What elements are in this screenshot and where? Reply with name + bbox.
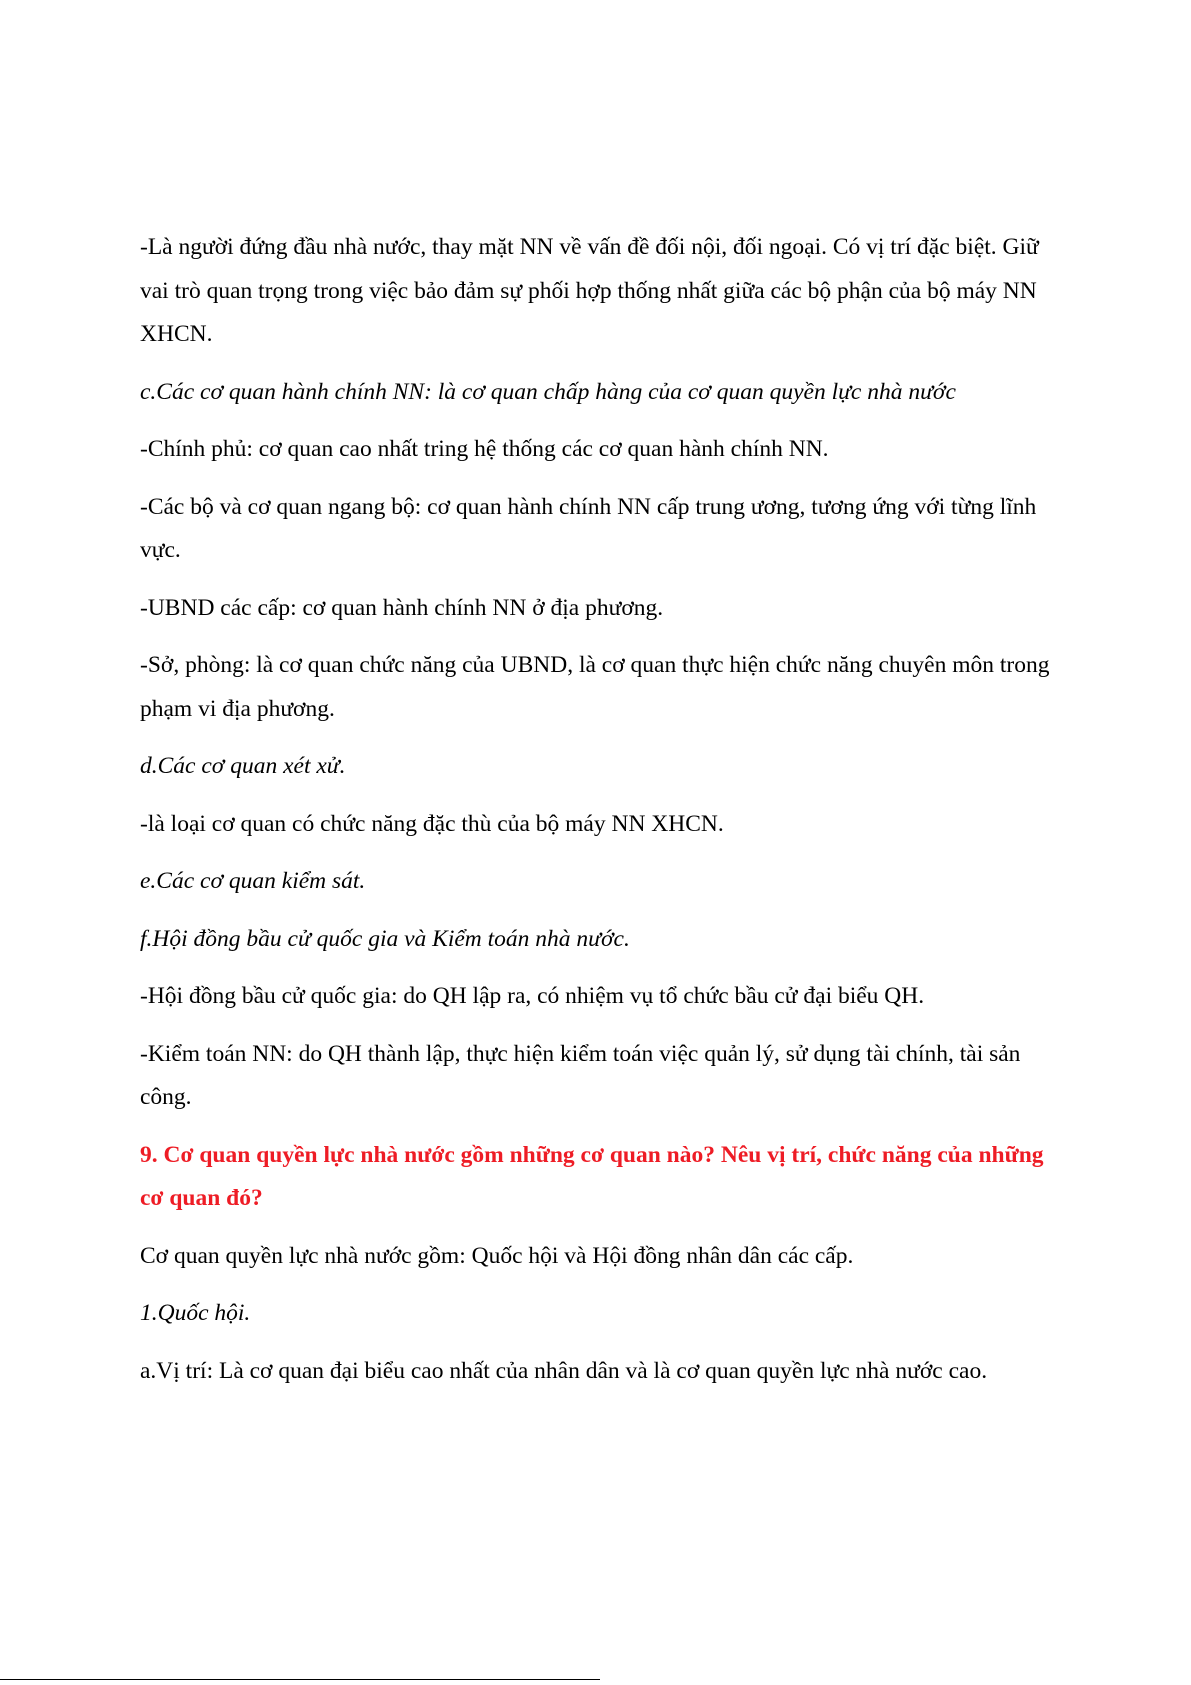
paragraph-ministries: -Các bộ và cơ quan ngang bộ: cơ quan hành chính NN cấp trung ương, tương ứng với từng lĩnh vực. xyxy=(140,493,1037,563)
paragraph-power-bodies: Cơ quan quyền lực nhà nước gồm: Quốc hội và Hội đồng nhân dân các cấp. xyxy=(140,1242,854,1269)
subheading-election-council-audit: f.Hội đồng bầu cử quốc gia và Kiểm toán nhà nước. xyxy=(140,925,630,952)
footnote-divider xyxy=(0,1679,600,1680)
subheading-national-assembly: 1.Quốc hội. xyxy=(140,1300,251,1326)
question-heading-9: 9. Cơ quan quyền lực nhà nước gồm những cơ quan nào? Nêu vị trí, chức năng của những cơ quan đó? xyxy=(140,1141,1044,1211)
subheading-courts: d.Các cơ quan xét xử. xyxy=(140,753,346,779)
paragraph-peoples-committees: -UBND các cấp: cơ quan hành chính NN ở địa phương. xyxy=(140,594,664,621)
paragraph-departments: -Sở, phòng: là cơ quan chức năng của UBND, là cơ quan thực hiện chức năng chuyên môn trong phạm vi địa phương. xyxy=(140,652,1050,722)
subheading-procuracies: e.Các cơ quan kiểm sát. xyxy=(140,868,366,894)
paragraph-national-assembly-position: a.Vị trí: Là cơ quan đại biểu cao nhất của nhân dân và là cơ quan quyền lực nhà nước cao. xyxy=(140,1357,988,1384)
paragraph-head-of-state-role: -Là người đứng đầu nhà nước, thay mặt NN về vấn đề đối nội, đối ngoại. Có vị trí đặc biệt. Giữ vai trò quan trọng trong việc bảo đảm sự phối hợp thống nhất giữa các bộ phận của bộ máy NN XHCN. xyxy=(140,234,1039,347)
paragraph-election-council: -Hội đồng bầu cử quốc gia: do QH lập ra, có nhiệm vụ tổ chức bầu cử đại biểu QH. xyxy=(140,983,925,1009)
paragraph-government: -Chính phủ: cơ quan cao nhất tring hệ thống các cơ quan hành chính NN. xyxy=(140,436,829,462)
paragraph-state-audit: -Kiểm toán NN: do QH thành lập, thực hiện kiểm toán việc quản lý, sử dụng tài chính, tài sản công. xyxy=(140,1040,1021,1110)
paragraph-courts: -là loại cơ quan có chức năng đặc thù của bộ máy NN XHCN. xyxy=(140,810,724,837)
subheading-administrative-bodies: c.Các cơ quan hành chính NN: là cơ quan chấp hàng của cơ quan quyền lực nhà nước xyxy=(140,378,956,405)
document-body xyxy=(140,226,1055,1393)
